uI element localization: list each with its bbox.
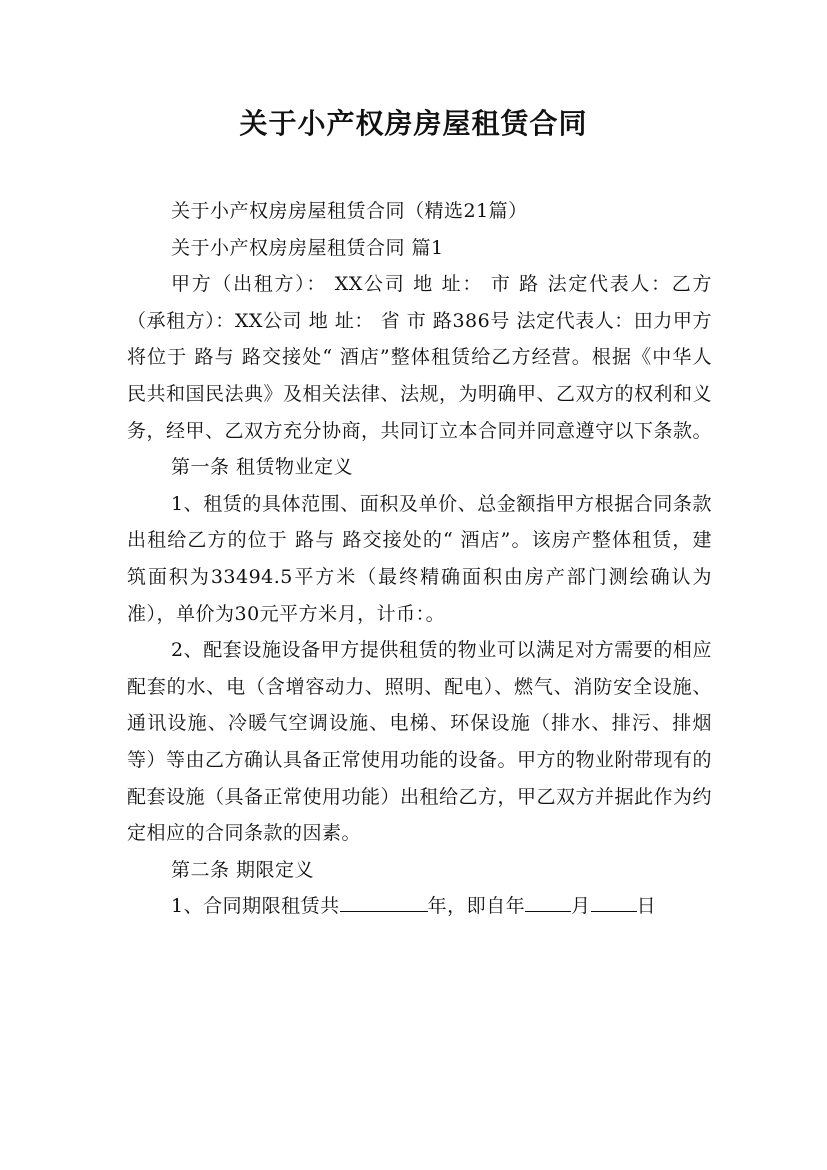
term-text-1: 1、合同期限租赁共 bbox=[171, 895, 340, 918]
paragraph-article-1-item-1: 1、租赁的具体范围、面积及单价、总金额指甲方根据合同条款出租给乙方的位于 路与 路交接处的“ 酒店”。该房产整体租赁，建筑面积为33494.5平方米（最终精确面积由房产部门测绘确认为准），单价为30元平方米月，计币：。 bbox=[127, 492, 712, 625]
paragraph-section-heading: 关于小产权房房屋租赁合同 篇1 bbox=[171, 236, 444, 259]
paragraph-article-2-item-1 bbox=[127, 888, 712, 925]
blank-years bbox=[340, 891, 428, 912]
paragraph-subtitle: 关于小产权房房屋租赁合同（精选21篇） bbox=[171, 200, 528, 222]
paragraph-article-1-heading: 第一条 租赁物业定义 bbox=[171, 456, 354, 479]
term-text-3: 月 bbox=[571, 895, 591, 918]
term-text-4: 日 bbox=[636, 895, 657, 918]
term-text-2: 年，即自年 bbox=[427, 895, 526, 918]
paragraph-article-1-item-2: 2、配套设施设备甲方提供租赁的物业可以满足对方需要的相应配套的水、电（含增容动力、照明、配电）、燃气、消防安全设施、通讯设施、冷暖气空调设施、电梯、环保设施（排水、排污、排烟等）等由乙方确认具备正常使用功能的设备。甲方的物业附带现有的配套设施（具备正常使用功能）出租给乙方，甲乙双方并据此作为约定相应的合同条款的因素。 bbox=[127, 639, 713, 845]
blank-day bbox=[591, 891, 637, 912]
document-body bbox=[127, 193, 712, 925]
paragraph-article-2-heading: 第二条 期限定义 bbox=[171, 858, 315, 881]
paragraph-parties: 甲方（出租方）： XX公司 地 址： 市 路 法定代表人：乙方（承租方）：XX公司 地 址： 省 市 路386号 法定代表人：田力甲方将位于 路与 路交接处“ 酒店”整体租赁给乙方经营。根据《中华人民共和国民法典》及相关法律、法规，为明确甲、乙双方的权利和义务，经甲、乙双方充分协商，共同订立本合同并同意遵守以下条款。 bbox=[127, 273, 713, 442]
blank-month bbox=[525, 891, 571, 912]
document-title: 关于小产权房房屋租赁合同 bbox=[239, 107, 588, 140]
